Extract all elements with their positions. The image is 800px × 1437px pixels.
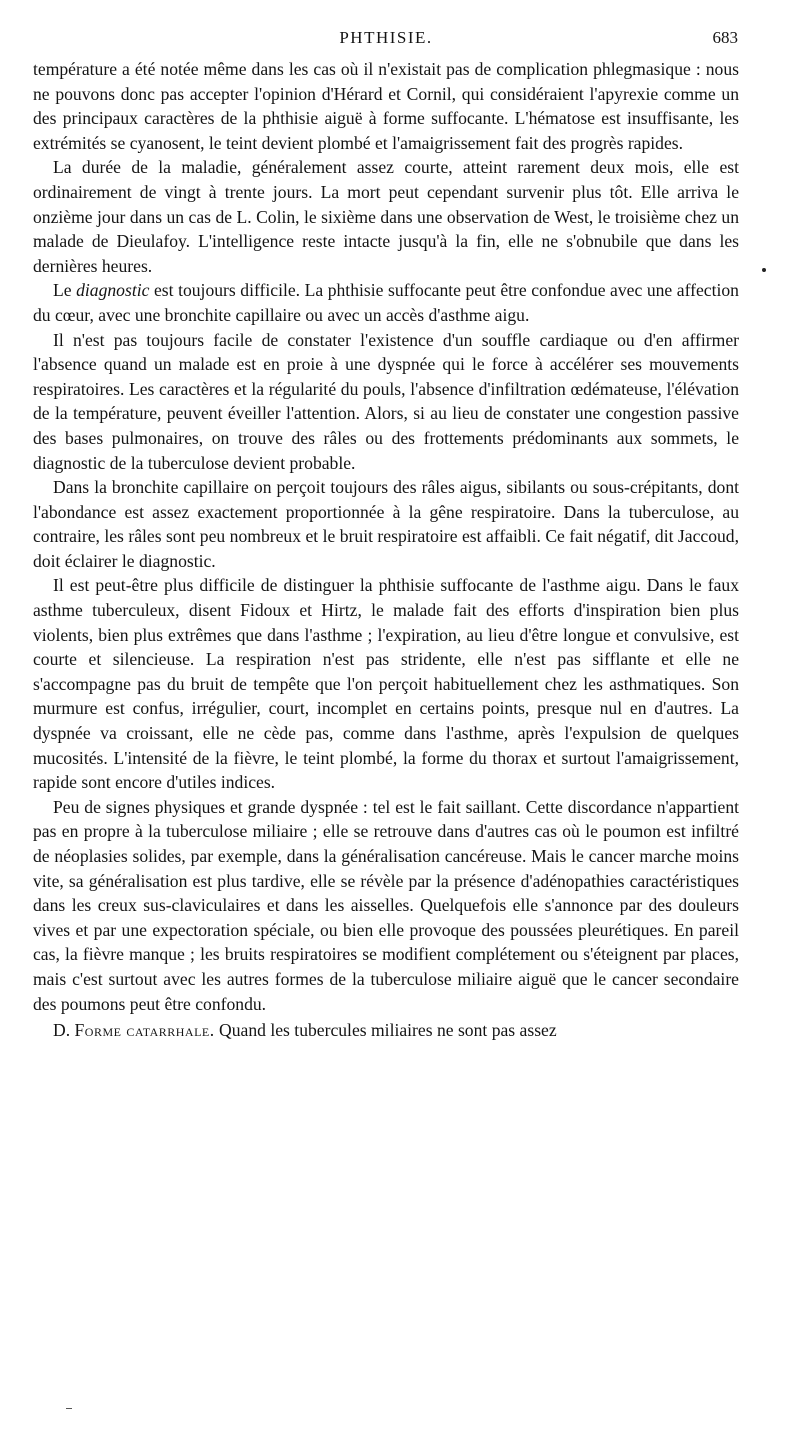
section-d-label: D. — [53, 1020, 71, 1041]
margin-dot — [762, 268, 766, 272]
running-title: PHTHISIE. — [339, 28, 433, 47]
paragraph-diagnostic — [33, 278, 739, 327]
section-d-paragraph — [33, 1018, 739, 1043]
page-number: 683 — [712, 28, 738, 47]
paragraph-temperature: température a été notée même dans les cas où il n'existait pas de complication phlegmasique : nous ne pouvons donc pas accepter l'opinion d'Hérard et Cornil, qui considéraient l'apyrexie comme un des principaux caractères de la phthisie aiguë à forme suffocante. L'hématose est insuffisante, les extrémités se cyanosent, le teint devient plombé et l'amaigrissement fait des progrès rapides. — [33, 59, 739, 153]
section-d-text: Quand les tubercules miliaires ne sont pas assez — [214, 1020, 557, 1041]
body-text — [33, 57, 739, 1043]
diagnostic-term: diagnostic — [76, 280, 150, 301]
paragraph-bronchitis: Dans la bronchite capillaire on perçoit toujours des râles aigus, sibilants ou sous-crépitants, dont l'abondance est assez exactement proportionnée à la gêne respiratoire. Dans la tuberculose, au contraire, les râles sont peu nombreux et le bruit respiratoire est affaibli. Ce fait négatif, dit Jaccoud, doit éclairer le diagnostic. — [33, 477, 739, 571]
paragraph-cardiac: Il n'est pas toujours facile de constater l'existence d'un souffle cardiaque ou d'en affirmer l'absence quand un malade est en proie à une dyspnée qui le force à accélérer ses mouvements respiratoires. Les caractères et la régularité du pouls, l'absence d'infiltration œdémateuse, l'élévation de la température, peuvent éveiller l'attention. Alors, si au lieu de constater une congestion passive des bases pulmonaires, on trouve des râles ou des frottements prédominants aux sommets, le diagnostic de la tuberculose devient probable. — [33, 329, 739, 473]
paragraph-asthma: Il est peut-être plus difficile de distinguer la phthisie suffocante de l'asthme aigu. Dans le faux asthme tuberculeux, disent Fidoux et Hirtz, le malade fait des efforts d'inspiration bien plus violents, bien plus extrêmes que dans l'asthme ; l'expiration, au lieu d'être longue et convulsive, est courte et silencieuse. La respiration n'est pas stridente, elle n'est pas sifflante et elle ne s'accompagne pas du bruit de tempête que l'on perçoit habituellement chez les asthmatiques. Son murmure est confus, irrégulier, court, incomplet en certains points, presque nul en d'autres. La dyspnée va croissant, elle ne cède pas, comme dans l'asthme, après l'expulsion de quelques mucosités. L'intensité de la fièvre, le teint plombé, la forme du thorax et surtout l'amaigrissement, rapide sont encore d'utiles indices. — [33, 575, 739, 793]
margin-mark — [66, 1408, 72, 1409]
paragraph-duration: La durée de la maladie, généralement assez courte, atteint rarement deux mois, elle est ordinairement de vingt à trente jours. La mort peut cependant survenir plus tôt. Elle arriva le onzième jour dans un cas de L. Colin, le sixième dans une observation de West, le troisième chez un malade de Dieulafoy. L'intelligence reste intacte jusqu'à la fin, elle ne s'obnubile que dans les dernières heures. — [33, 157, 739, 276]
diagnostic-lead: Le — [53, 280, 77, 301]
running-header — [34, 28, 738, 54]
diagnostic-rest: est toujours difficile. La phthisie suffocante peut être confondue avec une affection du cœur, avec une bronchite capillaire ou avec un accès d'asthme aigu. — [33, 280, 739, 325]
paragraph-cancer: Peu de signes physiques et grande dyspnée : tel est le fait saillant. Cette discordance n'appartient pas en propre à la tuberculose miliaire ; elle se retrouve dans d'autres cas où le poumon est infiltré de néoplasies solides, par exemple, dans la généralisation cancéreuse. Mais le cancer marche moins vite, sa généralisation est plus tardive, elle se révèle par la présence d'adénopathies caractéristiques dans les creux sus-claviculaires et dans les aisselles. Quelquefois elle s'annonce par des douleurs vives et par une expectoration spéciale, ou bien elle provoque des poussées pleurétiques. En pareil cas, la fièvre manque ; les bruits respiratoires se modifient complétement ou s'éteignent par places, mais c'est surtout avec les autres formes de la tuberculose miliaire aiguë que le cancer secondaire des poumons peut être confondu. — [33, 796, 739, 1014]
section-d-heading: Forme catarrhale. — [74, 1020, 215, 1041]
